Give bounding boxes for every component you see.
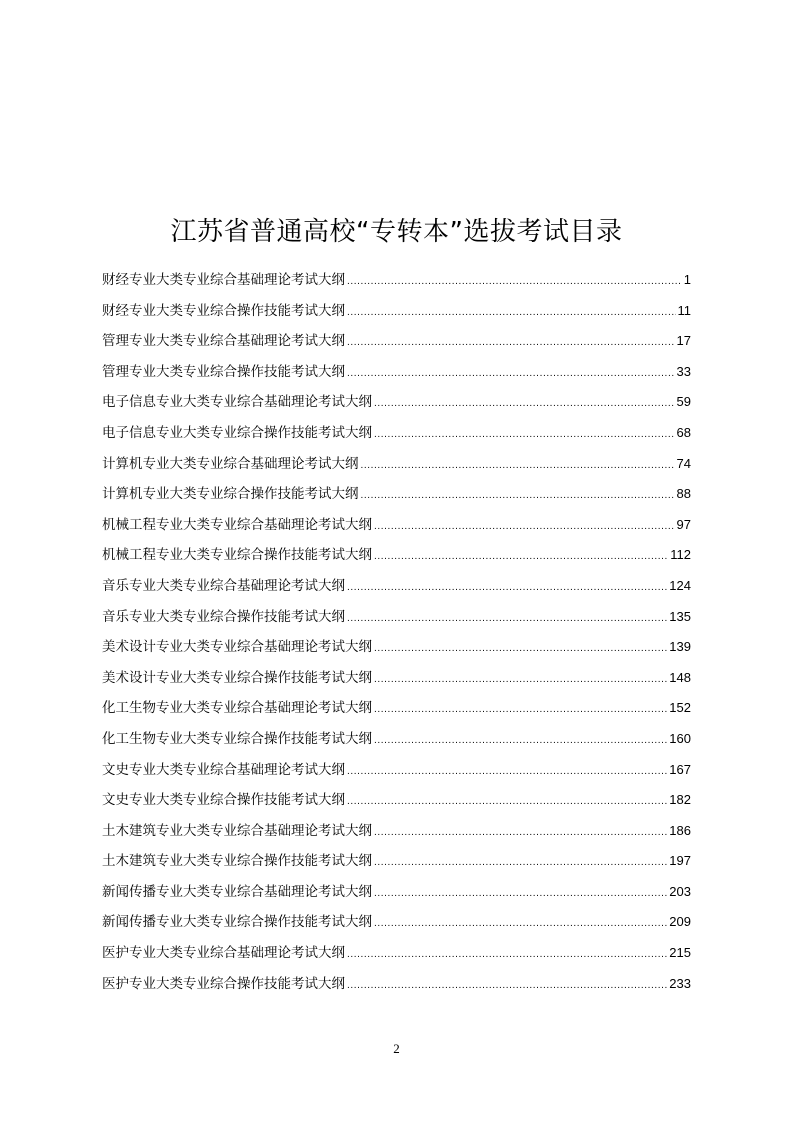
- toc-entry[interactable]: [102, 423, 691, 454]
- toc-leader-dots: [374, 914, 667, 934]
- toc-entry[interactable]: [102, 576, 691, 607]
- toc-entry-page: 233: [669, 975, 691, 991]
- toc-entry[interactable]: [102, 301, 691, 332]
- toc-entry[interactable]: [102, 882, 691, 913]
- toc-leader-dots: [347, 272, 682, 292]
- toc-entry-title: 电子信息专业大类专业综合基础理论考试大纲: [102, 394, 372, 411]
- toc-entry[interactable]: [102, 943, 691, 974]
- toc-leader-dots: [347, 976, 667, 996]
- toc-entry-title: 土木建筑专业大类专业综合操作技能考试大纲: [102, 853, 372, 870]
- toc-entry-page: 88: [676, 486, 691, 502]
- toc-entry-page: 167: [669, 761, 691, 777]
- toc-entry-title: 文史专业大类专业综合基础理论考试大纲: [102, 761, 345, 778]
- toc-leader-dots: [361, 456, 675, 476]
- toc-entry-page: 33: [676, 363, 691, 379]
- toc-entry[interactable]: [102, 362, 691, 393]
- page-title: 江苏省普通高校“专转本”选拔考试目录: [170, 217, 623, 247]
- toc-entry[interactable]: [102, 454, 691, 485]
- toc-entry-page: 68: [676, 424, 691, 440]
- toc-entry-title: 管理专业大类专业综合操作技能考试大纲: [102, 363, 345, 380]
- toc-leader-dots: [374, 639, 667, 659]
- toc-entry-title: 音乐专业大类专业综合操作技能考试大纲: [102, 608, 345, 625]
- toc-leader-dots: [347, 609, 667, 629]
- toc-entry-title: 医护专业大类专业综合基础理论考试大纲: [102, 945, 345, 962]
- toc-entry-title: 计算机专业大类专业综合操作技能考试大纲: [102, 486, 359, 503]
- toc-entry-page: 74: [676, 455, 691, 471]
- toc-entry-page: 135: [669, 608, 691, 624]
- toc-entry-title: 财经专业大类专业综合操作技能考试大纲: [102, 302, 345, 319]
- toc-leader-dots: [361, 486, 675, 506]
- toc-entry[interactable]: [102, 637, 691, 668]
- toc-entry-title: 管理专业大类专业综合基础理论考试大纲: [102, 333, 345, 350]
- table-of-contents: [102, 270, 691, 1004]
- page-number: 2: [393, 1041, 400, 1056]
- toc-entry-page: 11: [677, 302, 691, 318]
- toc-entry-title: 化工生物专业大类专业综合基础理论考试大纲: [102, 700, 372, 717]
- toc-entry[interactable]: [102, 392, 691, 423]
- toc-leader-dots: [374, 547, 668, 567]
- toc-entry-title: 美术设计专业大类专业综合操作技能考试大纲: [102, 669, 372, 686]
- toc-entry[interactable]: [102, 607, 691, 638]
- toc-entry-page: 182: [669, 792, 691, 808]
- toc-entry-title: 电子信息专业大类专业综合操作技能考试大纲: [102, 424, 372, 441]
- toc-entry-title: 土木建筑专业大类专业综合基础理论考试大纲: [102, 822, 372, 839]
- toc-leader-dots: [347, 578, 667, 598]
- toc-entry-title: 文史专业大类专业综合操作技能考试大纲: [102, 792, 345, 809]
- toc-entry[interactable]: [102, 331, 691, 362]
- toc-leader-dots: [374, 517, 675, 537]
- toc-entry[interactable]: [102, 270, 691, 301]
- toc-entry[interactable]: [102, 974, 691, 1005]
- toc-entry-page: 186: [669, 822, 691, 838]
- toc-entry[interactable]: [102, 515, 691, 546]
- toc-entry-title: 机械工程专业大类专业综合基础理论考试大纲: [102, 516, 372, 533]
- toc-entry[interactable]: [102, 821, 691, 852]
- toc-entry-title: 机械工程专业大类专业综合操作技能考试大纲: [102, 547, 372, 564]
- toc-entry[interactable]: [102, 668, 691, 699]
- toc-entry-page: 160: [669, 730, 691, 746]
- toc-entry-title: 医护专业大类专业综合操作技能考试大纲: [102, 975, 345, 992]
- toc-leader-dots: [347, 762, 667, 782]
- toc-entry-page: 17: [676, 333, 691, 349]
- toc-entry-page: 112: [670, 547, 691, 563]
- toc-entry-page: 97: [676, 516, 691, 532]
- toc-entry-page: 124: [669, 577, 691, 593]
- toc-leader-dots: [374, 884, 667, 904]
- toc-leader-dots: [374, 670, 667, 690]
- toc-entry-title: 新闻传播专业大类专业综合基础理论考试大纲: [102, 883, 372, 900]
- toc-entry-page: 139: [669, 639, 691, 655]
- toc-entry-page: 152: [669, 700, 691, 716]
- toc-leader-dots: [347, 364, 675, 384]
- toc-leader-dots: [347, 945, 667, 965]
- toc-entry[interactable]: [102, 698, 691, 729]
- toc-entry-title: 新闻传播专业大类专业综合操作技能考试大纲: [102, 914, 372, 931]
- toc-entry-title: 音乐专业大类专业综合基础理论考试大纲: [102, 577, 345, 594]
- toc-entry[interactable]: [102, 760, 691, 791]
- toc-leader-dots: [347, 333, 675, 353]
- toc-leader-dots: [374, 394, 675, 414]
- toc-leader-dots: [374, 853, 667, 873]
- toc-entry-page: 148: [669, 669, 691, 685]
- toc-leader-dots: [374, 425, 675, 445]
- toc-entry-page: 203: [669, 883, 691, 899]
- toc-entry-title: 财经专业大类专业综合基础理论考试大纲: [102, 272, 345, 288]
- toc-entry[interactable]: [102, 790, 691, 821]
- toc-leader-dots: [347, 792, 667, 812]
- toc-entry-page: 59: [676, 394, 691, 410]
- toc-leader-dots: [374, 700, 667, 720]
- toc-entry[interactable]: [102, 912, 691, 943]
- toc-entry[interactable]: [102, 545, 691, 576]
- toc-leader-dots: [347, 303, 676, 323]
- toc-entry-page: 209: [669, 914, 691, 930]
- toc-entry-page: 197: [669, 853, 691, 869]
- toc-entry[interactable]: [102, 729, 691, 760]
- toc-entry-page: 1: [683, 272, 691, 287]
- toc-entry[interactable]: [102, 484, 691, 515]
- toc-entry-title: 美术设计专业大类专业综合基础理论考试大纲: [102, 639, 372, 656]
- toc-entry-page: 215: [669, 945, 691, 961]
- toc-entry-title: 化工生物专业大类专业综合操作技能考试大纲: [102, 730, 372, 747]
- toc-leader-dots: [374, 731, 667, 751]
- toc-entry-title: 计算机专业大类专业综合基础理论考试大纲: [102, 455, 359, 472]
- toc-entry[interactable]: [102, 851, 691, 882]
- toc-leader-dots: [374, 823, 667, 843]
